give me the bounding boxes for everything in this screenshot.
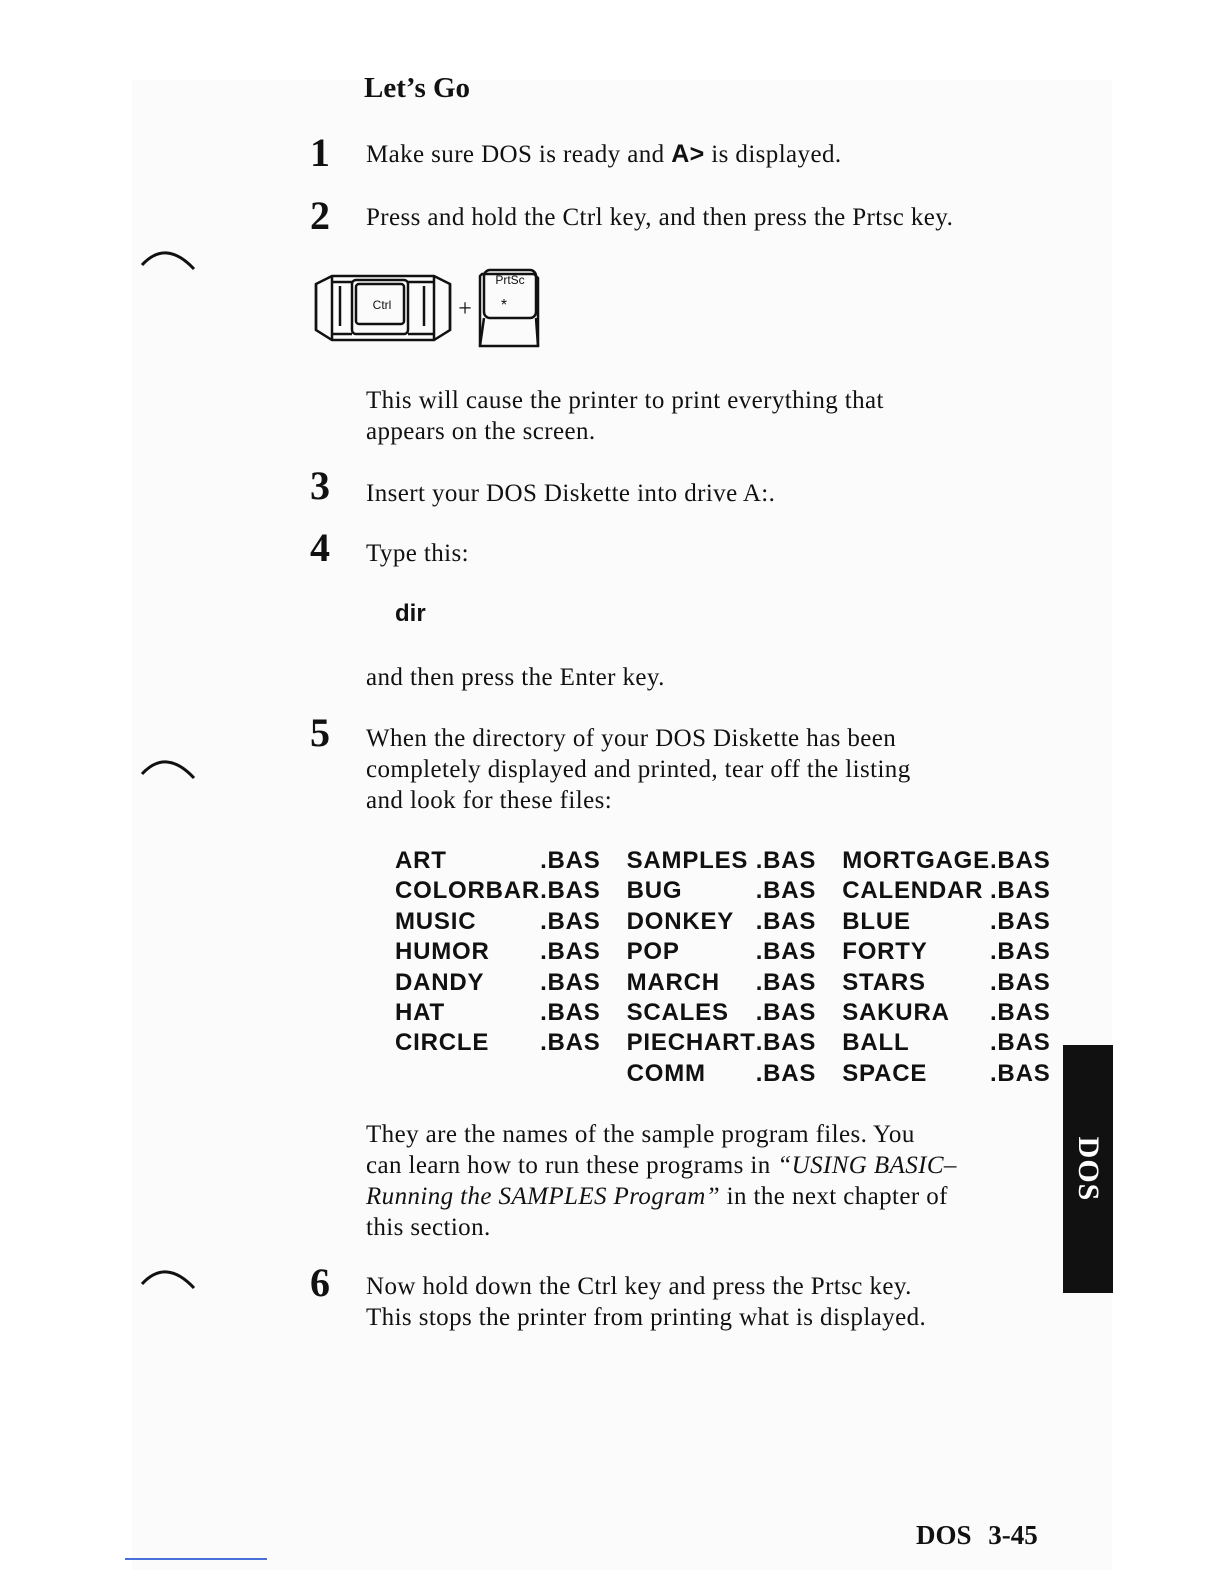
file-name: MARCH — [626, 968, 720, 996]
column-gap — [601, 907, 627, 937]
section-tab — [1063, 1045, 1113, 1293]
column-gap — [816, 876, 842, 906]
binder-mark — [140, 243, 198, 273]
column-gap — [816, 968, 842, 998]
column-gap — [601, 1028, 627, 1058]
page-footer: DOS 3-45 — [916, 1520, 1038, 1550]
file-name: COLORBAR — [395, 877, 541, 905]
step-text: Make sure DOS is ready and A> is displayed. — [366, 140, 842, 168]
file-extension — [540, 1059, 601, 1089]
asterisk-key-label: * — [500, 297, 508, 314]
file-extension: .BAS — [989, 1029, 1051, 1057]
file-name: BALL — [842, 1029, 910, 1057]
file-row — [395, 998, 1051, 1028]
step-text: Press and hold the Ctrl key, and then press the Prtsc key. — [366, 204, 954, 231]
step-text — [366, 1271, 926, 1333]
step-number: 3 — [310, 463, 330, 508]
file-row — [395, 907, 1051, 937]
file-extension: .BAS — [755, 907, 817, 935]
file-name: COMM — [626, 1059, 706, 1087]
file-name: BLUE — [842, 907, 911, 935]
column-gap — [816, 1028, 842, 1058]
file-row — [395, 937, 1051, 967]
step-line: and look for these files: — [366, 787, 613, 814]
file-extension: .BAS — [755, 1029, 817, 1057]
file-extension: .BAS — [989, 938, 1051, 966]
file-name: ART — [395, 847, 447, 874]
note-line: can learn how to run these programs in “USING BASIC– — [366, 1152, 957, 1179]
prtsc-key-label: PrtSc — [495, 273, 525, 287]
note-line: Running the SAMPLES Program” in the next chapter of — [366, 1183, 948, 1210]
file-extension: .BAS — [755, 938, 817, 966]
file-name: MORTGAGE — [842, 847, 990, 874]
file-name — [395, 1059, 540, 1089]
chapter-reference: “USING BASIC– — [777, 1152, 957, 1179]
file-extension: .BAS — [540, 907, 601, 935]
footer-rule — [125, 1558, 267, 1560]
note-line: They are the names of the sample program files. You — [366, 1121, 915, 1148]
section-tab-label: DOS — [1072, 1136, 1105, 1202]
ctrl-prtsc-key-illustration — [312, 266, 544, 352]
file-row — [395, 846, 1051, 876]
file-row — [395, 1028, 1051, 1058]
note-line: This will cause the printer to print everything that — [366, 387, 884, 414]
step-number: 6 — [310, 1260, 330, 1305]
plus-sign: + — [458, 296, 472, 322]
column-gap — [601, 937, 627, 967]
file-name: MUSIC — [395, 907, 477, 935]
file-extension: .BAS — [540, 938, 601, 966]
file-name: SAKURA — [842, 999, 950, 1027]
file-name: STARS — [842, 968, 926, 996]
command-text: dir — [395, 600, 426, 627]
file-extension: .BAS — [540, 847, 601, 874]
column-gap — [816, 937, 842, 967]
step-line: This stops the printer from printing what is displayed. — [366, 1304, 927, 1331]
file-name: SCALES — [626, 999, 729, 1027]
step-text: Type this: — [366, 540, 469, 567]
file-name: FORTY — [842, 938, 928, 966]
file-name: BUG — [626, 877, 683, 905]
column-gap — [816, 1059, 842, 1089]
file-extension: .BAS — [989, 907, 1051, 935]
column-gap — [601, 846, 627, 876]
file-name: HUMOR — [395, 938, 490, 966]
binder-mark — [140, 1262, 198, 1292]
printer-note — [366, 385, 884, 447]
column-gap — [601, 968, 627, 998]
note-line: appears on the screen. — [366, 418, 596, 445]
column-gap — [816, 998, 842, 1028]
file-extension: .BAS — [755, 968, 817, 996]
binder-mark — [140, 752, 198, 782]
column-gap — [816, 846, 842, 876]
step-number: 1 — [310, 130, 330, 175]
file-row — [395, 1059, 1051, 1089]
file-name: DONKEY — [626, 907, 735, 935]
file-extension: .BAS — [755, 877, 817, 905]
section-heading: Let’s Go — [364, 72, 471, 104]
file-extension: .BAS — [755, 999, 817, 1027]
after-command-text: and then press the Enter key. — [366, 664, 665, 691]
file-extension: .BAS — [540, 877, 601, 905]
step-number: 5 — [310, 710, 330, 755]
file-name: CIRCLE — [395, 1029, 490, 1057]
column-gap — [816, 907, 842, 937]
ctrl-key-label: Ctrl — [372, 298, 392, 312]
prompt-text: A> — [671, 140, 705, 168]
step-line: completely displayed and printed, tear off the listing — [366, 756, 911, 783]
file-name: HAT — [395, 999, 445, 1027]
step-number: 4 — [310, 525, 330, 570]
file-name: CALENDAR — [842, 877, 984, 905]
step-line: When the directory of your DOS Diskette has been — [366, 725, 897, 752]
file-extension: .BAS — [540, 968, 601, 996]
column-gap — [601, 876, 627, 906]
file-extension: .BAS — [989, 999, 1051, 1027]
column-gap — [601, 998, 627, 1028]
file-row — [395, 968, 1051, 998]
step-text: Insert your DOS Diskette into drive A:. — [366, 480, 776, 507]
file-name: DANDY — [395, 968, 485, 996]
file-extension: .BAS — [755, 847, 817, 874]
file-extension: .BAS — [540, 999, 601, 1027]
file-extension: .BAS — [989, 968, 1051, 996]
file-name: PIECHART — [626, 1029, 756, 1057]
file-extension: .BAS — [755, 1059, 817, 1087]
step-line: Now hold down the Ctrl key and press the Prtsc key. — [366, 1273, 912, 1300]
step-text — [366, 723, 911, 816]
file-name: SAMPLES — [626, 847, 749, 874]
file-extension: .BAS — [989, 1059, 1051, 1087]
file-extension: .BAS — [989, 877, 1051, 905]
sample-files-table — [395, 846, 1051, 1089]
file-extension: .BAS — [989, 847, 1051, 874]
chapter-reference: Running the SAMPLES Program” — [366, 1183, 721, 1210]
column-gap — [601, 1059, 627, 1089]
file-name: POP — [626, 938, 680, 966]
samples-note — [366, 1119, 957, 1243]
note-line: this section. — [366, 1214, 491, 1241]
file-name: SPACE — [842, 1059, 928, 1087]
file-row — [395, 876, 1051, 906]
page-background — [132, 80, 1112, 1570]
file-extension: .BAS — [540, 1029, 601, 1057]
step-number: 2 — [310, 193, 330, 238]
